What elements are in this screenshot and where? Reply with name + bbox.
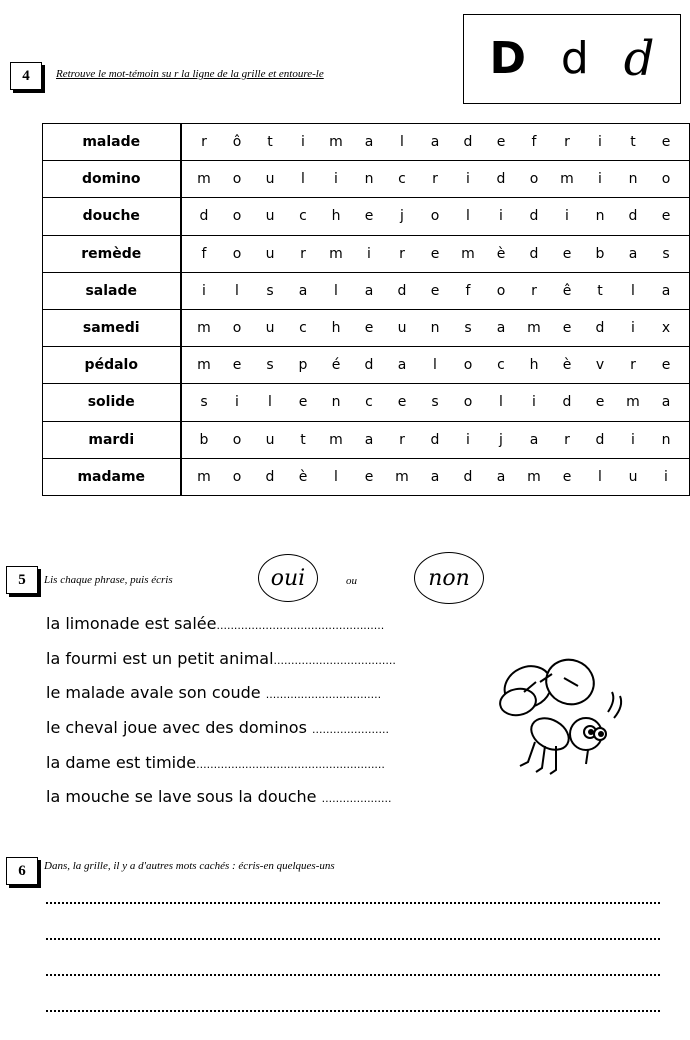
grid-letter[interactable]: a <box>430 468 440 485</box>
grid-letter[interactable]: b <box>595 245 605 262</box>
grid-letter[interactable]: r <box>201 134 207 151</box>
grid-letter[interactable]: m <box>395 468 409 485</box>
grid-letter[interactable]: u <box>265 171 275 188</box>
grid-letter[interactable]: m <box>461 245 475 262</box>
grid-letter[interactable]: m <box>329 134 343 151</box>
grid-row <box>43 384 690 421</box>
grid-letter[interactable]: e <box>364 320 374 337</box>
grid-letter[interactable]: i <box>466 431 470 448</box>
grid-letter[interactable]: p <box>298 357 308 374</box>
grid-letter[interactable]: r <box>531 282 537 299</box>
grid-letter[interactable]: s <box>662 245 670 262</box>
grid-letter[interactable]: d <box>529 245 539 262</box>
grid-letter[interactable]: a <box>661 394 671 411</box>
answer-dots[interactable]: ................................... <box>273 654 396 667</box>
answer-line[interactable] <box>46 1010 660 1012</box>
grid-letter[interactable]: r <box>432 171 438 188</box>
grid-letter[interactable]: f <box>201 245 207 262</box>
grid-letter[interactable]: u <box>265 245 275 262</box>
sentence-text: la dame est timide <box>46 753 197 772</box>
grid-letter[interactable]: m <box>527 320 541 337</box>
grid-letter[interactable]: s <box>266 282 274 299</box>
grid-letter[interactable]: i <box>499 208 503 225</box>
ou-label: ou <box>346 575 357 587</box>
sentence-line <box>46 718 389 737</box>
grid-letter[interactable]: a <box>364 134 374 151</box>
grid-letter[interactable]: i <box>631 431 635 448</box>
grid-letter[interactable]: m <box>197 357 211 374</box>
grid-letter[interactable]: d <box>562 394 572 411</box>
grid-letter[interactable]: t <box>300 431 306 448</box>
grid-row <box>43 421 690 458</box>
grid-letter[interactable]: l <box>466 208 470 225</box>
grid-letter[interactable]: i <box>334 171 338 188</box>
grid-letter[interactable]: l <box>334 468 338 485</box>
sentence-line <box>46 753 385 772</box>
grid-letter[interactable]: d <box>595 320 605 337</box>
grid-letter[interactable]: a <box>529 431 539 448</box>
grid-letter[interactable]: e <box>661 134 671 151</box>
sentence-line <box>46 787 392 806</box>
grid-row <box>43 198 690 235</box>
grid-letter[interactable]: s <box>200 394 208 411</box>
grid-letter[interactable]: a <box>661 282 671 299</box>
grid-letter[interactable]: o <box>232 431 242 448</box>
grid-letter[interactable]: x <box>661 320 671 337</box>
grid-letter[interactable]: m <box>197 468 211 485</box>
grid-letter[interactable]: h <box>331 320 341 337</box>
sentence-line <box>46 614 384 633</box>
grid-row <box>43 347 690 384</box>
grid-letter[interactable]: o <box>496 282 506 299</box>
grid-letter[interactable]: i <box>598 134 602 151</box>
grid-letter[interactable]: c <box>299 208 307 225</box>
grid-letter[interactable]: e <box>496 134 506 151</box>
grid-row <box>43 309 690 346</box>
witness-word: domino <box>43 161 181 198</box>
answer-dots[interactable]: ................................................ <box>216 619 385 632</box>
grid-letter[interactable]: n <box>628 171 638 188</box>
grid-letter[interactable]: e <box>562 245 572 262</box>
grid-letter[interactable]: d <box>265 468 275 485</box>
sentence-line <box>46 683 381 702</box>
exercise-4-number: 4 <box>10 62 42 90</box>
grid-letter[interactable]: è <box>298 468 308 485</box>
grid-letter[interactable]: c <box>365 394 373 411</box>
grid-letter[interactable]: o <box>661 171 671 188</box>
grid-letter[interactable]: r <box>630 357 636 374</box>
grid-letter[interactable]: a <box>496 468 506 485</box>
grid-letter[interactable]: t <box>267 134 273 151</box>
grid-letter[interactable]: l <box>268 394 272 411</box>
oui-oval: oui <box>258 554 318 602</box>
grid-letter[interactable]: a <box>628 245 638 262</box>
grid-letter[interactable]: i <box>631 320 635 337</box>
grid-letter[interactable]: o <box>430 208 440 225</box>
sentence-text: la limonade est salée <box>46 614 217 633</box>
grid-letter[interactable]: e <box>364 468 374 485</box>
grid-letter[interactable]: l <box>631 282 635 299</box>
grid-letter[interactable]: o <box>529 171 539 188</box>
grid-letter[interactable]: d <box>529 208 539 225</box>
grid-letter[interactable]: c <box>497 357 505 374</box>
grid-letter[interactable]: e <box>430 282 440 299</box>
grid-letter[interactable]: i <box>367 245 371 262</box>
grid-letter[interactable]: ê <box>562 282 572 299</box>
grid-letter[interactable]: r <box>399 245 405 262</box>
grid-letter[interactable]: l <box>334 282 338 299</box>
witness-word: mardi <box>43 421 181 458</box>
grid-letter[interactable]: ô <box>232 134 242 151</box>
grid-letter[interactable]: m <box>197 171 211 188</box>
sentence-text: la fourmi est un petit animal <box>46 649 274 668</box>
grid-letter[interactable]: c <box>398 171 406 188</box>
witness-word: madame <box>43 458 181 495</box>
grid-letter[interactable]: d <box>463 134 473 151</box>
grid-letter[interactable]: o <box>463 357 473 374</box>
grid-letter[interactable]: d <box>199 208 209 225</box>
grid-letter[interactable]: t <box>630 134 636 151</box>
grid-letter[interactable]: d <box>496 171 506 188</box>
non-oval: non <box>414 552 484 604</box>
exercise-5-number: 5 <box>6 566 38 594</box>
grid-letter[interactable]: d <box>463 468 473 485</box>
grid-letter[interactable]: a <box>364 431 374 448</box>
grid-letter[interactable]: a <box>397 357 407 374</box>
answer-line[interactable] <box>46 974 660 976</box>
grid-letter[interactable]: l <box>598 468 602 485</box>
lowercase-d-letter: d <box>560 33 589 84</box>
fly-icon <box>490 652 630 782</box>
grid-letter[interactable]: è <box>496 245 506 262</box>
grid-letter[interactable]: s <box>266 357 274 374</box>
grid-letter[interactable]: u <box>628 468 638 485</box>
cursive-d-letter: d <box>623 31 655 87</box>
grid-letter[interactable]: b <box>199 431 209 448</box>
answer-dots[interactable]: ................................. <box>265 688 382 701</box>
exercise-6-number: 6 <box>6 857 38 885</box>
grid-letter[interactable]: o <box>232 171 242 188</box>
grid-letter[interactable]: r <box>564 134 570 151</box>
sentence-text: le cheval joue avec des dominos <box>46 718 313 737</box>
grid-letter[interactable]: i <box>235 394 239 411</box>
grid-letter[interactable]: m <box>329 431 343 448</box>
grid-letter[interactable]: d <box>628 208 638 225</box>
grid-letter[interactable]: u <box>265 208 275 225</box>
grid-letter[interactable]: o <box>232 245 242 262</box>
witness-word: douche <box>43 198 181 235</box>
letter-d-box <box>463 14 681 104</box>
answer-dots[interactable]: .................... <box>321 792 392 805</box>
word-search-grid <box>42 123 690 496</box>
grid-letter[interactable]: n <box>430 320 440 337</box>
grid-row <box>43 124 690 161</box>
grid-letter[interactable]: i <box>301 134 305 151</box>
grid-letter[interactable]: o <box>463 394 473 411</box>
grid-letter[interactable]: j <box>400 208 404 225</box>
grid-letter[interactable]: m <box>197 320 211 337</box>
grid-letter[interactable]: j <box>499 431 503 448</box>
grid-letter[interactable]: i <box>664 468 668 485</box>
grid-letter[interactable]: e <box>562 320 572 337</box>
grid-letter[interactable]: e <box>430 245 440 262</box>
answer-line[interactable] <box>46 902 660 904</box>
witness-word: solide <box>43 384 181 421</box>
grid-letter[interactable]: c <box>299 320 307 337</box>
grid-letter[interactable]: m <box>560 171 574 188</box>
grid-letter[interactable]: r <box>564 431 570 448</box>
grid-letter[interactable]: s <box>464 320 472 337</box>
grid-letter[interactable]: m <box>626 394 640 411</box>
exercise-6-instruction: Dans, la grille, il y a d'autres mots cachés : écris-en quelques-uns <box>44 860 335 872</box>
sentence-line <box>46 649 396 668</box>
grid-letter[interactable]: i <box>598 171 602 188</box>
exercise-5-instruction: Lis chaque phrase, puis écris <box>44 574 173 586</box>
grid-letter[interactable]: o <box>232 320 242 337</box>
witness-word: malade <box>43 124 181 161</box>
grid-letter[interactable]: o <box>232 468 242 485</box>
grid-letter[interactable]: e <box>595 394 605 411</box>
grid-letter[interactable]: l <box>499 394 503 411</box>
grid-letter[interactable]: r <box>300 245 306 262</box>
grid-letter[interactable]: l <box>301 171 305 188</box>
grid-letter[interactable]: l <box>235 282 239 299</box>
grid-row <box>43 235 690 272</box>
grid-letter[interactable]: s <box>431 394 439 411</box>
grid-letter[interactable]: h <box>331 208 341 225</box>
grid-row <box>43 161 690 198</box>
grid-letter[interactable]: m <box>329 245 343 262</box>
sentence-text: la mouche se lave sous la douche <box>46 787 322 806</box>
grid-letter[interactable]: u <box>397 320 407 337</box>
grid-letter[interactable]: d <box>430 431 440 448</box>
grid-letter[interactable]: e <box>661 208 671 225</box>
capital-d-letter: D <box>489 33 526 84</box>
witness-word: pédalo <box>43 347 181 384</box>
grid-letter[interactable]: u <box>265 320 275 337</box>
sentence-text: le malade avale son coude <box>46 683 266 702</box>
grid-letter[interactable]: e <box>562 468 572 485</box>
grid-letter[interactable]: e <box>298 394 308 411</box>
witness-word: remède <box>43 235 181 272</box>
answer-dots[interactable]: ...................... <box>312 723 389 736</box>
grid-letter[interactable]: l <box>400 134 404 151</box>
grid-letter[interactable]: t <box>597 282 603 299</box>
grid-letter[interactable]: n <box>364 171 374 188</box>
grid-letter[interactable]: f <box>531 134 537 151</box>
grid-letter[interactable]: v <box>595 357 605 374</box>
grid-letter[interactable]: a <box>430 134 440 151</box>
grid-letter[interactable]: h <box>529 357 539 374</box>
grid-letter[interactable]: e <box>661 357 671 374</box>
grid-letter[interactable]: i <box>532 394 536 411</box>
exercise-4-instruction: Retrouve le mot-témoin su r la ligne de la grille et entoure-le <box>56 68 324 80</box>
grid-letter[interactable]: d <box>397 282 407 299</box>
grid-letter[interactable]: i <box>565 208 569 225</box>
grid-letter[interactable]: m <box>527 468 541 485</box>
grid-letter[interactable]: u <box>265 431 275 448</box>
grid-letter[interactable]: n <box>331 394 341 411</box>
witness-word: samedi <box>43 309 181 346</box>
answer-dots[interactable]: ...................................................... <box>196 758 385 771</box>
grid-letter[interactable]: e <box>397 394 407 411</box>
grid-letter[interactable]: è <box>562 357 572 374</box>
answer-line[interactable] <box>46 938 660 940</box>
grid-letter[interactable]: i <box>202 282 206 299</box>
grid-letter[interactable]: e <box>364 208 374 225</box>
grid-letter[interactable]: d <box>364 357 374 374</box>
grid-row <box>43 272 690 309</box>
grid-row <box>43 458 690 495</box>
grid-letter[interactable]: f <box>465 282 471 299</box>
witness-word: salade <box>43 272 181 309</box>
grid-letter[interactable]: n <box>595 208 605 225</box>
grid-letter[interactable]: a <box>298 282 308 299</box>
grid-letter[interactable]: é <box>331 357 341 374</box>
grid-letter[interactable]: e <box>232 357 242 374</box>
grid-letter[interactable]: a <box>496 320 506 337</box>
grid-letter[interactable]: r <box>399 431 405 448</box>
grid-letter[interactable]: i <box>466 171 470 188</box>
grid-letter[interactable]: d <box>595 431 605 448</box>
grid-letter[interactable]: a <box>364 282 374 299</box>
grid-letter[interactable]: n <box>661 431 671 448</box>
grid-letter[interactable]: l <box>433 357 437 374</box>
grid-letter[interactable]: o <box>232 208 242 225</box>
